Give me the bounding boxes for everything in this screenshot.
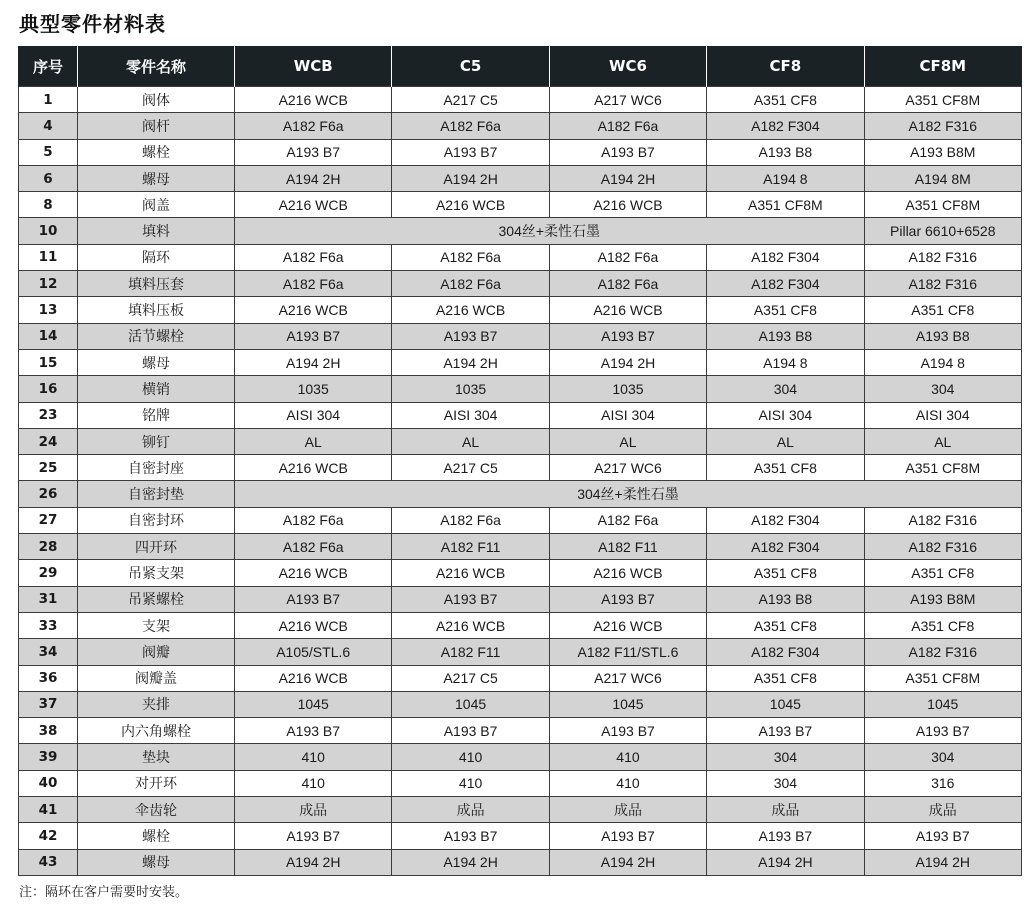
material-cell: A217 C5 bbox=[392, 455, 549, 481]
material-cell: A182 F11 bbox=[549, 534, 706, 560]
material-cell: 1045 bbox=[549, 691, 706, 717]
material-cell: A182 F304 bbox=[707, 271, 864, 297]
table-row bbox=[19, 113, 1022, 139]
material-cell: AL bbox=[707, 428, 864, 454]
material-cell: A193 B7 bbox=[549, 823, 706, 849]
row-number: 13 bbox=[19, 297, 78, 323]
material-cell: A217 WC6 bbox=[549, 665, 706, 691]
table-row bbox=[19, 534, 1022, 560]
material-cell: AISI 304 bbox=[864, 402, 1021, 428]
table-row bbox=[19, 665, 1022, 691]
row-number: 40 bbox=[19, 770, 78, 796]
material-cell: A216 WCB bbox=[235, 560, 392, 586]
materials-table bbox=[18, 46, 1022, 876]
row-number: 42 bbox=[19, 823, 78, 849]
material-cell: A193 B7 bbox=[707, 823, 864, 849]
page-title: 典型零件材料表 bbox=[19, 12, 166, 36]
table-row bbox=[19, 849, 1022, 875]
material-cell: A193 B7 bbox=[392, 718, 549, 744]
table-body bbox=[19, 87, 1022, 876]
material-cell: AL bbox=[864, 428, 1021, 454]
material-cell: Pillar 6610+6528 bbox=[864, 218, 1021, 244]
row-number: 11 bbox=[19, 244, 78, 270]
part-name: 隔环 bbox=[78, 244, 235, 270]
part-name: 横销 bbox=[78, 376, 235, 402]
material-cell: AL bbox=[235, 428, 392, 454]
material-cell: A351 CF8 bbox=[864, 560, 1021, 586]
material-cell: AISI 304 bbox=[235, 402, 392, 428]
part-name: 阀体 bbox=[78, 87, 235, 113]
material-cell: 成品 bbox=[235, 797, 392, 823]
row-number: 1 bbox=[19, 87, 78, 113]
table-row bbox=[19, 507, 1022, 533]
material-cell: A193 B8 bbox=[864, 323, 1021, 349]
material-cell: 成品 bbox=[549, 797, 706, 823]
row-number: 15 bbox=[19, 349, 78, 375]
row-number: 6 bbox=[19, 165, 78, 191]
part-name: 垫块 bbox=[78, 744, 235, 770]
table-row bbox=[19, 639, 1022, 665]
material-cell: A182 F6a bbox=[392, 507, 549, 533]
material-cell: 1045 bbox=[707, 691, 864, 717]
row-number: 29 bbox=[19, 560, 78, 586]
material-cell: A193 B8 bbox=[707, 586, 864, 612]
part-name: 填料压套 bbox=[78, 271, 235, 297]
material-cell: A193 B7 bbox=[392, 139, 549, 165]
material-cell: A216 WCB bbox=[392, 192, 549, 218]
material-cell: A194 2H bbox=[549, 849, 706, 875]
table-row bbox=[19, 139, 1022, 165]
material-cell: A351 CF8 bbox=[707, 297, 864, 323]
material-cell: A182 F6a bbox=[392, 244, 549, 270]
material-cell: A194 2H bbox=[392, 165, 549, 191]
material-cell: A193 B7 bbox=[549, 586, 706, 612]
material-cell: A351 CF8M bbox=[864, 455, 1021, 481]
column-header-wcb: WCB bbox=[235, 46, 392, 87]
table-row bbox=[19, 797, 1022, 823]
row-number: 12 bbox=[19, 271, 78, 297]
material-cell: A216 WCB bbox=[235, 192, 392, 218]
table-row bbox=[19, 823, 1022, 849]
table-row bbox=[19, 349, 1022, 375]
column-header-c5: C5 bbox=[392, 46, 549, 87]
material-cell: A182 F304 bbox=[707, 639, 864, 665]
material-cell: A182 F11/STL.6 bbox=[549, 639, 706, 665]
material-cell: 1045 bbox=[235, 691, 392, 717]
material-cell: A217 WC6 bbox=[549, 455, 706, 481]
table-row bbox=[19, 376, 1022, 402]
material-cell: AISI 304 bbox=[392, 402, 549, 428]
material-cell: A194 8 bbox=[707, 165, 864, 191]
table-row bbox=[19, 402, 1022, 428]
table-row bbox=[19, 271, 1022, 297]
material-cell: A182 F6a bbox=[549, 113, 706, 139]
material-cell: A193 B8M bbox=[864, 586, 1021, 612]
material-cell: A216 WCB bbox=[549, 560, 706, 586]
part-name: 螺母 bbox=[78, 349, 235, 375]
column-header-name: 零件名称 bbox=[78, 46, 235, 87]
row-number: 43 bbox=[19, 849, 78, 875]
material-cell: A193 B7 bbox=[235, 823, 392, 849]
material-cell: A193 B7 bbox=[392, 586, 549, 612]
material-cell: A216 WCB bbox=[392, 297, 549, 323]
row-number: 36 bbox=[19, 665, 78, 691]
material-cell: 304 bbox=[864, 744, 1021, 770]
part-name: 填料 bbox=[78, 218, 235, 244]
material-cell: A193 B7 bbox=[235, 139, 392, 165]
material-cell: A351 CF8 bbox=[864, 297, 1021, 323]
table-row bbox=[19, 560, 1022, 586]
material-cell: A216 WCB bbox=[235, 665, 392, 691]
material-cell: A216 WCB bbox=[235, 87, 392, 113]
part-name: 铆钉 bbox=[78, 428, 235, 454]
material-cell: A194 2H bbox=[235, 849, 392, 875]
header-row bbox=[19, 46, 1022, 87]
material-cell: A182 F304 bbox=[707, 534, 864, 560]
material-cell: A182 F304 bbox=[707, 113, 864, 139]
part-name: 阀瓣 bbox=[78, 639, 235, 665]
material-cell: A193 B7 bbox=[549, 139, 706, 165]
part-name: 活节螺栓 bbox=[78, 323, 235, 349]
material-cell: A351 CF8 bbox=[707, 87, 864, 113]
material-cell: A351 CF8 bbox=[707, 560, 864, 586]
material-cell: 304 bbox=[707, 770, 864, 796]
material-cell: A182 F316 bbox=[864, 113, 1021, 139]
material-cell: 410 bbox=[392, 770, 549, 796]
row-number: 25 bbox=[19, 455, 78, 481]
table-row bbox=[19, 455, 1022, 481]
table-row bbox=[19, 718, 1022, 744]
table-row bbox=[19, 218, 1022, 244]
material-cell: A194 2H bbox=[707, 849, 864, 875]
material-cell: A351 CF8M bbox=[864, 665, 1021, 691]
material-cell: AISI 304 bbox=[549, 402, 706, 428]
row-number: 28 bbox=[19, 534, 78, 560]
material-cell: 成品 bbox=[864, 797, 1021, 823]
material-cell: A351 CF8 bbox=[707, 455, 864, 481]
material-cell: 304 bbox=[707, 376, 864, 402]
part-name: 阀杆 bbox=[78, 113, 235, 139]
material-cell: AL bbox=[392, 428, 549, 454]
material-cell: A182 F6a bbox=[235, 113, 392, 139]
table-row bbox=[19, 586, 1022, 612]
material-cell: A182 F304 bbox=[707, 244, 864, 270]
material-cell: A182 F316 bbox=[864, 507, 1021, 533]
row-number: 26 bbox=[19, 481, 78, 507]
material-cell: A193 B7 bbox=[235, 323, 392, 349]
material-cell: A216 WCB bbox=[549, 192, 706, 218]
table-row bbox=[19, 481, 1022, 507]
material-cell: 1045 bbox=[392, 691, 549, 717]
part-name: 吊紧螺栓 bbox=[78, 586, 235, 612]
material-cell: A217 C5 bbox=[392, 87, 549, 113]
material-cell: A351 CF8 bbox=[864, 612, 1021, 638]
row-number: 31 bbox=[19, 586, 78, 612]
part-name: 螺栓 bbox=[78, 823, 235, 849]
material-cell-merged: 304丝+柔性石墨 bbox=[235, 481, 1022, 507]
material-cell: A193 B8 bbox=[707, 323, 864, 349]
part-name: 螺母 bbox=[78, 849, 235, 875]
material-cell: 410 bbox=[549, 744, 706, 770]
row-number: 34 bbox=[19, 639, 78, 665]
table-row bbox=[19, 192, 1022, 218]
material-cell: A182 F316 bbox=[864, 271, 1021, 297]
material-cell: A351 CF8 bbox=[707, 612, 864, 638]
table-row bbox=[19, 244, 1022, 270]
material-cell-merged: 304丝+柔性石墨 bbox=[235, 218, 865, 244]
part-name: 螺母 bbox=[78, 165, 235, 191]
material-cell: 410 bbox=[235, 770, 392, 796]
material-cell: A182 F6a bbox=[235, 244, 392, 270]
part-name: 自密封垫 bbox=[78, 481, 235, 507]
table-row bbox=[19, 323, 1022, 349]
row-number: 39 bbox=[19, 744, 78, 770]
material-cell: A216 WCB bbox=[392, 560, 549, 586]
material-cell: 成品 bbox=[707, 797, 864, 823]
material-cell: A217 C5 bbox=[392, 665, 549, 691]
material-cell: 410 bbox=[549, 770, 706, 796]
material-cell: A194 2H bbox=[235, 349, 392, 375]
material-cell: A193 B7 bbox=[549, 323, 706, 349]
material-cell: A182 F11 bbox=[392, 534, 549, 560]
material-cell: A193 B8M bbox=[864, 139, 1021, 165]
material-cell: 410 bbox=[235, 744, 392, 770]
material-cell: AL bbox=[549, 428, 706, 454]
material-cell: A216 WCB bbox=[549, 612, 706, 638]
part-name: 铭牌 bbox=[78, 402, 235, 428]
column-header-wc6: WC6 bbox=[549, 46, 706, 87]
part-name: 支架 bbox=[78, 612, 235, 638]
row-number: 33 bbox=[19, 612, 78, 638]
material-cell: A194 2H bbox=[392, 349, 549, 375]
material-cell: A193 B7 bbox=[235, 586, 392, 612]
part-name: 自密封环 bbox=[78, 507, 235, 533]
material-cell: A182 F6a bbox=[392, 271, 549, 297]
part-name: 夹排 bbox=[78, 691, 235, 717]
table-row bbox=[19, 691, 1022, 717]
material-cell: A182 F6a bbox=[235, 534, 392, 560]
material-cell: A193 B7 bbox=[392, 823, 549, 849]
material-cell: A193 B7 bbox=[392, 323, 549, 349]
row-number: 27 bbox=[19, 507, 78, 533]
material-cell: A194 2H bbox=[235, 165, 392, 191]
material-cell: A182 F6a bbox=[549, 507, 706, 533]
column-header-no: 序号 bbox=[19, 46, 78, 87]
material-cell: A182 F6a bbox=[549, 271, 706, 297]
row-number: 23 bbox=[19, 402, 78, 428]
material-cell: A216 WCB bbox=[235, 455, 392, 481]
material-cell: 410 bbox=[392, 744, 549, 770]
material-cell: A216 WCB bbox=[235, 612, 392, 638]
material-cell: AISI 304 bbox=[707, 402, 864, 428]
material-cell: A216 WCB bbox=[235, 297, 392, 323]
material-cell: A105/STL.6 bbox=[235, 639, 392, 665]
row-number: 37 bbox=[19, 691, 78, 717]
material-cell: A194 2H bbox=[392, 849, 549, 875]
material-cell: A351 CF8M bbox=[864, 192, 1021, 218]
material-cell: A193 B8 bbox=[707, 139, 864, 165]
part-name: 螺栓 bbox=[78, 139, 235, 165]
part-name: 阀盖 bbox=[78, 192, 235, 218]
material-cell: A194 2H bbox=[549, 165, 706, 191]
material-cell: A216 WCB bbox=[549, 297, 706, 323]
part-name: 四开环 bbox=[78, 534, 235, 560]
material-cell: A351 CF8M bbox=[707, 192, 864, 218]
material-cell: A182 F6a bbox=[235, 507, 392, 533]
material-cell: A182 F316 bbox=[864, 534, 1021, 560]
material-cell: A193 B7 bbox=[549, 718, 706, 744]
material-cell: A182 F6a bbox=[235, 271, 392, 297]
row-number: 16 bbox=[19, 376, 78, 402]
material-cell: 成品 bbox=[392, 797, 549, 823]
part-name: 伞齿轮 bbox=[78, 797, 235, 823]
row-number: 24 bbox=[19, 428, 78, 454]
table-row bbox=[19, 297, 1022, 323]
material-cell: A182 F6a bbox=[392, 113, 549, 139]
part-name: 填料压板 bbox=[78, 297, 235, 323]
part-name: 吊紧支架 bbox=[78, 560, 235, 586]
material-cell: A182 F316 bbox=[864, 244, 1021, 270]
material-cell: 316 bbox=[864, 770, 1021, 796]
row-number: 4 bbox=[19, 113, 78, 139]
table-row bbox=[19, 87, 1022, 113]
table-row bbox=[19, 165, 1022, 191]
material-cell: A193 B7 bbox=[864, 718, 1021, 744]
part-name: 自密封座 bbox=[78, 455, 235, 481]
material-cell: 304 bbox=[864, 376, 1021, 402]
material-cell: 1035 bbox=[235, 376, 392, 402]
material-cell: A351 CF8M bbox=[864, 87, 1021, 113]
material-cell: 304 bbox=[707, 744, 864, 770]
material-cell: A182 F316 bbox=[864, 639, 1021, 665]
material-cell: A193 B7 bbox=[864, 823, 1021, 849]
column-header-cf8: CF8 bbox=[707, 46, 864, 87]
part-name: 对开环 bbox=[78, 770, 235, 796]
row-number: 38 bbox=[19, 718, 78, 744]
row-number: 10 bbox=[19, 218, 78, 244]
footnote: 注：隔环在客户需要时安装。 bbox=[19, 885, 189, 900]
material-cell: A193 B7 bbox=[235, 718, 392, 744]
material-cell: A182 F304 bbox=[707, 507, 864, 533]
material-cell: A194 2H bbox=[549, 349, 706, 375]
material-cell: A182 F11 bbox=[392, 639, 549, 665]
material-cell: A217 WC6 bbox=[549, 87, 706, 113]
table-row bbox=[19, 770, 1022, 796]
part-name: 内六角螺栓 bbox=[78, 718, 235, 744]
material-cell: A194 8 bbox=[707, 349, 864, 375]
material-cell: A194 8 bbox=[864, 349, 1021, 375]
material-cell: 1045 bbox=[864, 691, 1021, 717]
material-cell: 1035 bbox=[549, 376, 706, 402]
table-row bbox=[19, 744, 1022, 770]
material-cell: A194 8M bbox=[864, 165, 1021, 191]
material-cell: A351 CF8 bbox=[707, 665, 864, 691]
row-number: 8 bbox=[19, 192, 78, 218]
material-cell: A193 B7 bbox=[707, 718, 864, 744]
row-number: 5 bbox=[19, 139, 78, 165]
material-cell: A216 WCB bbox=[392, 612, 549, 638]
material-cell: A194 2H bbox=[864, 849, 1021, 875]
column-header-cf8m: CF8M bbox=[864, 46, 1021, 87]
material-cell: 1035 bbox=[392, 376, 549, 402]
part-name: 阀瓣盖 bbox=[78, 665, 235, 691]
table-row bbox=[19, 612, 1022, 638]
material-cell: A182 F6a bbox=[549, 244, 706, 270]
table-row bbox=[19, 428, 1022, 454]
row-number: 41 bbox=[19, 797, 78, 823]
row-number: 14 bbox=[19, 323, 78, 349]
